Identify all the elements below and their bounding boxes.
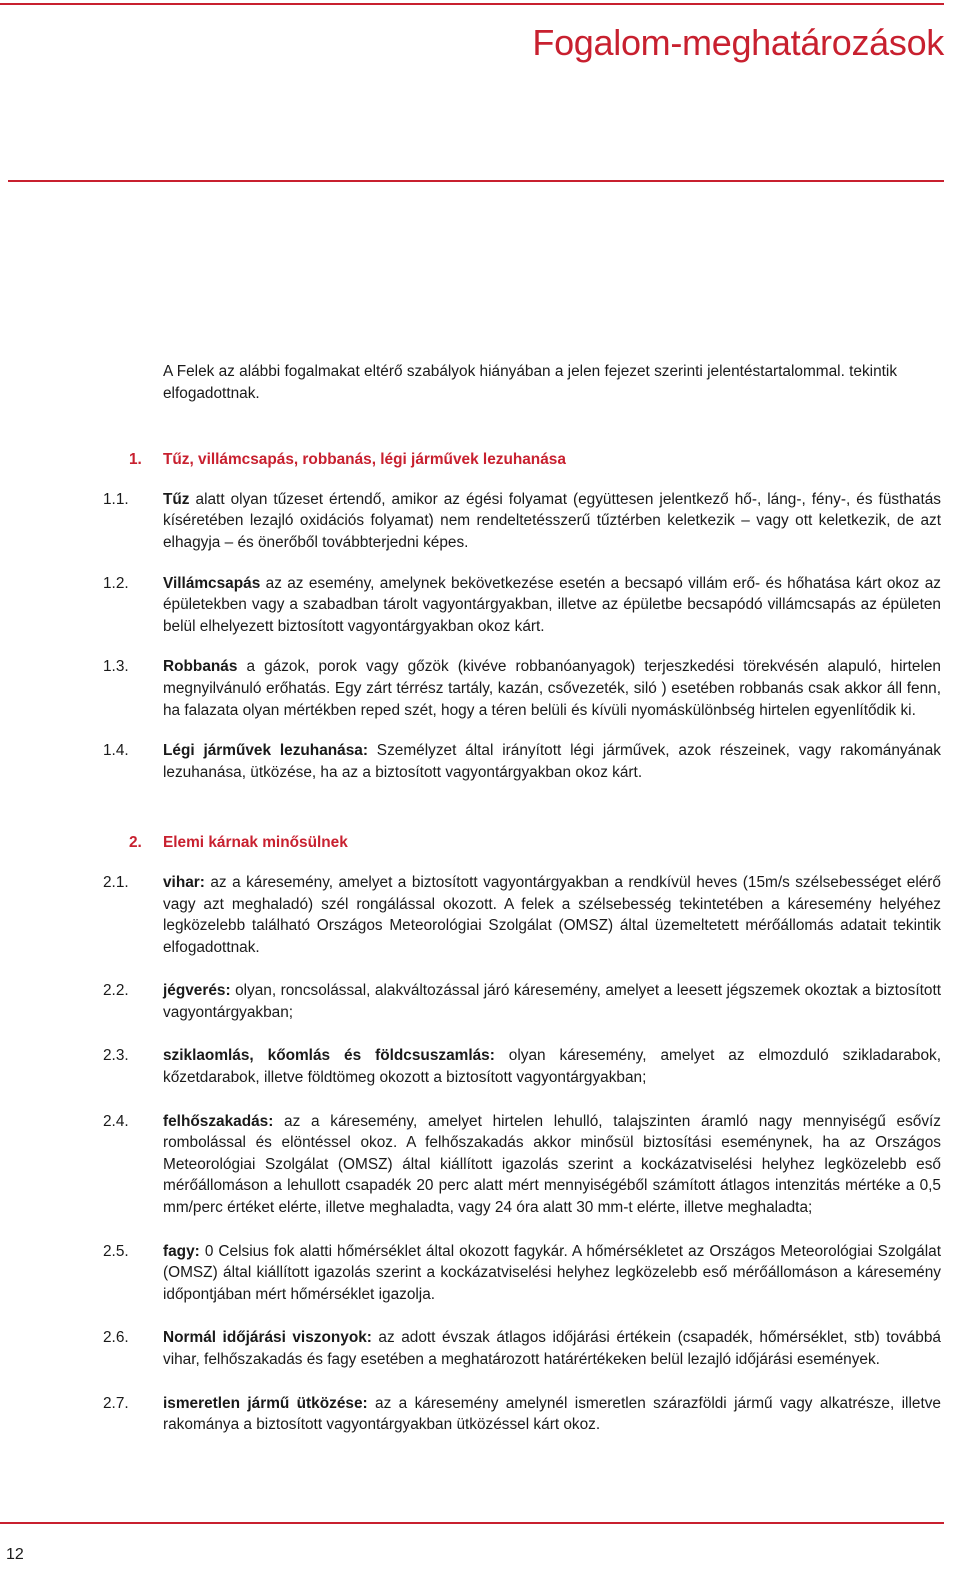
item-number: 2.7. [103,1394,129,1412]
item-number: 2.3. [103,1047,129,1065]
item-number: 2.1. [103,873,129,891]
item-number: 1.3. [103,658,129,676]
definition-item [103,1393,941,1436]
item-definition: olyan káresemény, amelyet az elmozduló szikladarabok, kőzetdarabok, illetve földtömeg okozott a biztosított vagyontárgyakban; [163,1047,941,1087]
document-body [103,361,941,1458]
item-text [163,872,941,958]
intro-paragraph: A Felek az alábbi fogalmakat eltérő szabályok hiányában a jelen fejezet szerinti jelentéstartalommal. tekintik elfogadottnak. [163,363,898,402]
item-number: 2.6. [103,1329,129,1347]
item-definition: 0 Celsius fok alatti hőmérséklet által okozott fagykár. A hőmérsékletet az Országos Meteorológiai Szolgálat (OMSZ) által kiállított igazolás szerint a kockázatviselési helyhez legközelebb eső mérőállomáson a káresemény időpontjában mért hőmérséklet igazolja. [163,1242,941,1303]
item-definition: alatt olyan tűzeset értendő, amikor az égési folyamat (együttesen jelentkező hő-, láng-, fény-, és füsthatás kíséretében lezajló oxidációs folyamat) nem rendeltetésszerű tűztérben keletkezik – vagy ott keletkezik, de azt elhagyja – és önerőből továbbterjedni képes. [163,490,941,551]
item-text [163,573,941,638]
definition-item [103,1327,941,1370]
item-text [163,1241,941,1306]
section-items [103,489,941,784]
definition-item [103,980,941,1023]
top-divider [0,3,944,5]
section-heading [103,449,941,471]
section-items [103,872,941,1436]
item-term: Villámcsapás [163,574,261,592]
item-definition: Személyzet által irányított légi járművek, azok részeinek, vagy rakományának lezuhanása, ütközése, ha az a biztosított vagyontárgyakban okoz kárt. [163,742,941,781]
item-term: ismeretlen jármű ütközése: [163,1394,368,1412]
section-1 [103,449,941,783]
definition-item [103,656,941,721]
item-term: jégverés: [163,982,231,1000]
item-term: fagy: [163,1242,200,1260]
item-definition: az adott évszak átlagos időjárási értékein (csapadék, hőmérséklet, stb) továbbá vihar, felhőszakadás és fagy esetében a meghatározott határértékeken belül lezajló időjárási események. [163,1329,941,1368]
item-definition: az a káresemény, amelyet hirtelen lehulló, talajszinten áramló nagy mennyiségű esővíz rombolással és elöntéssel okoz. A felhőszakadás akkor minősül biztosítási eseménynek, ha az Országos Meteorológiai Szolgálat (OMSZ) által kiállított igazolás szerint a kockázatviselési helyhez legközelebb eső mérőállomáson a lehullott csapadék 20 perc alatt mért mennyiségéből számított átlagos intenzitás mértéke a 0,5 mm/perc értéket elérte, illetve meghaladta, vagy 24 óra alatt 30 mm-t elérte, illetve meghaladta; [163,1112,941,1217]
item-term: Normál időjárási viszonyok: [163,1329,372,1347]
item-number: 2.2. [103,982,129,1000]
item-text [163,980,941,1023]
item-definition: az az esemény, amelynek bekövetkezése esetén a becsapó villám erő- és hőhatása kárt okoz az épületekben vagy a szabadban tárolt vagyontárgyakban, illetve az épületbe becsapódó villámcsapás az épületen belül elhelyezett biztosított vagyontárgyakban okoz kárt. [163,574,941,635]
item-number: 2.5. [103,1242,129,1260]
item-term: vihar: [163,873,205,891]
definition-item [103,740,941,783]
item-definition: az a káresemény amelynél ismeretlen szárazföldi jármű vagy alkatrésze, illetve rakománya a biztosított vagyontárgyakban ütközéssel kárt okoz. [163,1394,941,1434]
item-text [163,489,941,554]
item-text [163,656,941,721]
item-term: Tűz [163,490,190,508]
item-text [163,740,941,783]
item-term: sziklaomlás, kőomlás és földcsuszamlás: [163,1047,495,1065]
section-number: 2. [129,834,142,852]
definition-item [103,1241,941,1306]
definition-item [103,489,941,554]
section-heading [103,832,941,854]
item-text [163,1327,941,1370]
item-term: Légi járművek lezuhanása: [163,742,368,760]
item-number: 1.2. [103,574,129,592]
definition-item [103,872,941,958]
section-title: Elemi kárnak minősülnek [163,834,348,852]
item-term: felhőszakadás: [163,1112,274,1130]
page-number: 12 [6,1546,24,1563]
definition-item [103,1111,941,1219]
definition-item [103,573,941,638]
item-text [163,1045,941,1088]
section-title: Tűz, villámcsapás, robbanás, légi járművek lezuhanása [163,451,566,469]
page-title: Fogalom-meghatározások [532,22,944,63]
item-definition: az a káresemény, amelyet a biztosított vagyontárgyakban a rendkívül heves (15m/s szélsebességet elérő vagy azt meghaladó) szél rongálással okozott. A felek a szélsebesség tekintetében a káresemény helyéhez legközelebb található Országos Meteorológiai Szolgálat (OMSZ) által üzemeltetett mérőállomás adatait tekintik elfogadottnak. [163,873,941,956]
item-number: 2.4. [103,1112,129,1130]
item-definition: a gázok, porok vagy gőzök (kivéve robbanóanyagok) terjeszkedési törekvésén alapuló, hirtelen megnyilvánuló erőhatás. Egy zárt térrész tartály, kazán, csővezeték, siló ) esetében robbanás csak akkor áll fenn, ha falazata olyan mértékben reped szét, hogy a téren belüli és kívüli nyomáskülönbség hirtelen egyenlítődik ki. [163,658,941,719]
item-text [163,1111,941,1219]
section-number: 1. [129,451,142,469]
item-definition: olyan, roncsolással, alakváltozással járó káresemény, amelyet a leesett jégszemek okoztak a biztosított vagyontárgyakban; [163,982,941,1021]
section-2 [103,832,941,1435]
header-divider [8,180,944,182]
footer-divider [0,1522,944,1524]
item-number: 1.4. [103,742,129,760]
item-number: 1.1. [103,490,129,508]
item-text [163,1393,941,1436]
definition-item [103,1045,941,1088]
item-term: Robbanás [163,658,238,676]
